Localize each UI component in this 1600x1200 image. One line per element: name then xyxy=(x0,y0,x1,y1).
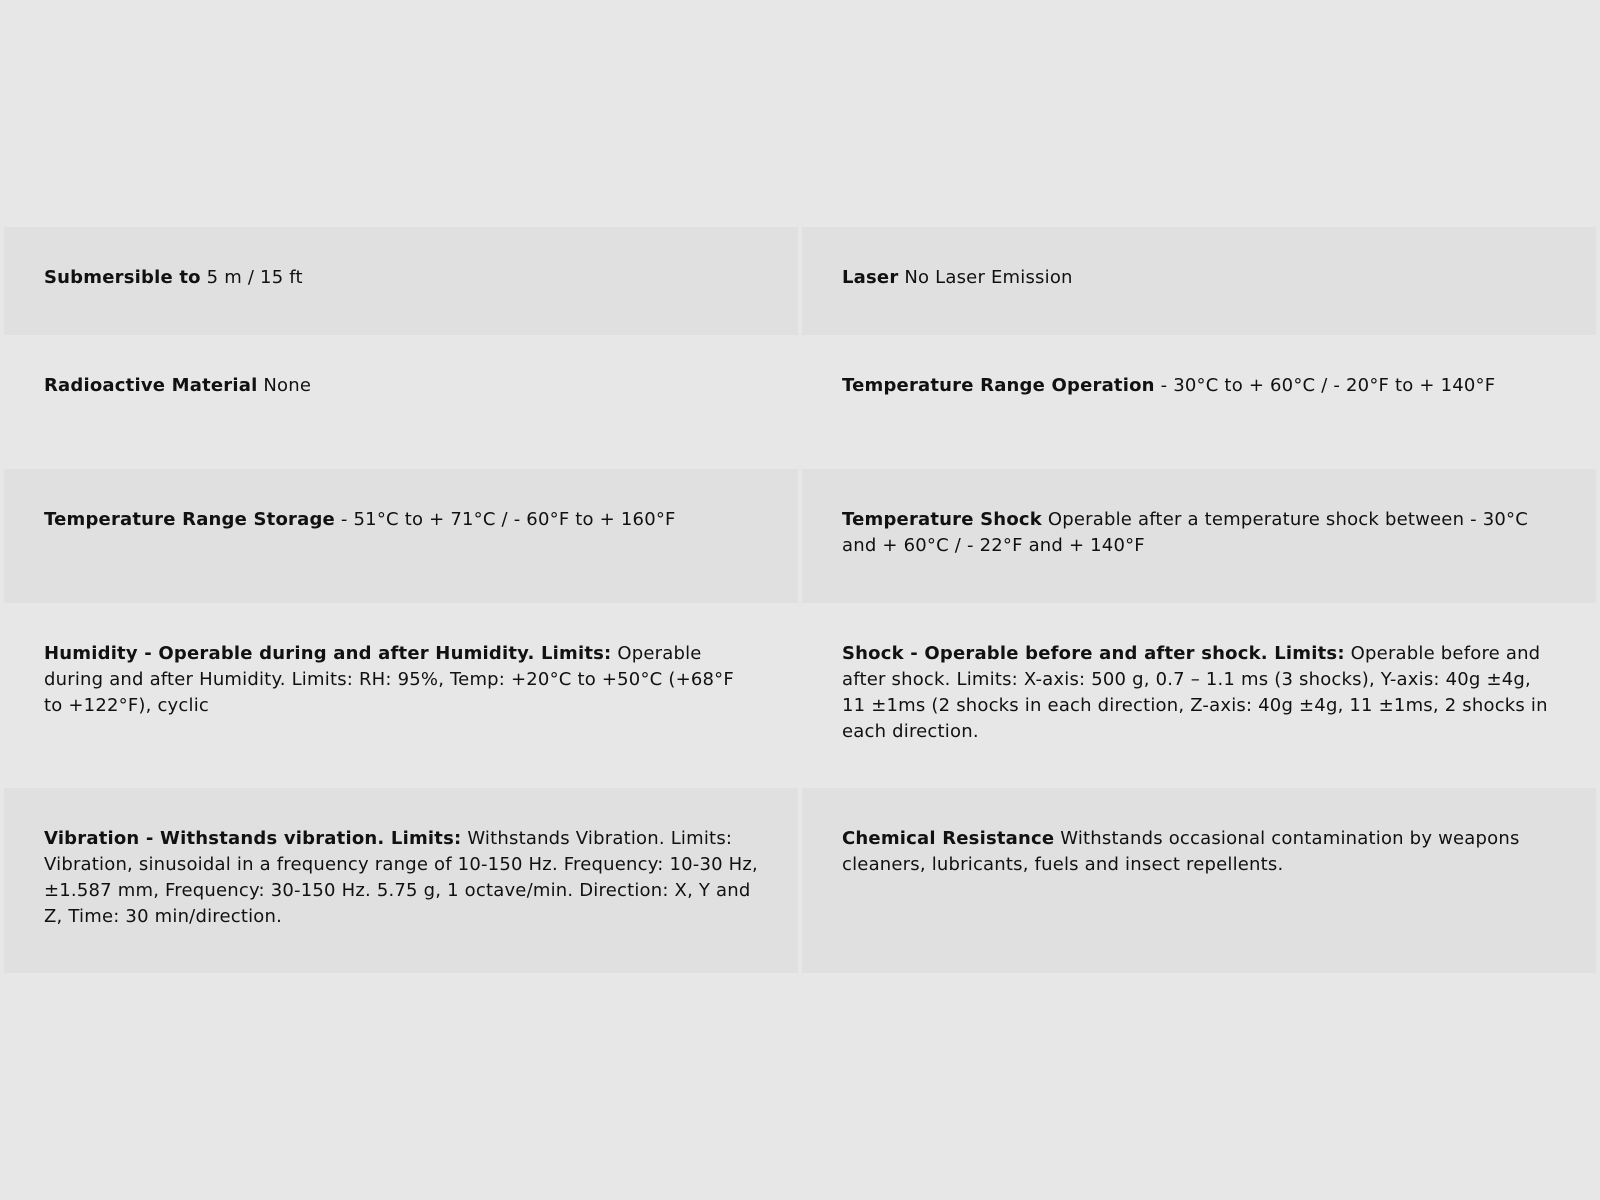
spec-humidity xyxy=(4,603,798,788)
spec-shock xyxy=(802,603,1596,788)
spec-chemical-resistance xyxy=(802,788,1596,973)
spec-label: Temperature Range Storage xyxy=(44,509,335,530)
spec-table xyxy=(4,227,1596,973)
spec-radioactive-material xyxy=(4,335,798,469)
spec-laser xyxy=(802,227,1596,335)
spec-value: - 51°C to + 71°C / - 60°F to + 160°F xyxy=(340,509,676,530)
spec-temperature-range-storage xyxy=(4,469,798,603)
spec-label: Chemical Resistance xyxy=(842,828,1055,849)
spec-value: - 30°C to + 60°C / - 20°F to + 140°F xyxy=(1160,375,1496,396)
spec-vibration xyxy=(4,788,798,973)
spec-label: Temperature Range Operation xyxy=(842,375,1155,396)
spec-value: None xyxy=(263,375,312,396)
spec-value: Operable after a temperature shock between - 30°C and + 60°C / - 22°F and + 140°F xyxy=(842,509,1528,556)
spec-label: Radioactive Material xyxy=(44,375,258,396)
spec-submersible xyxy=(4,227,798,335)
spec-label: Humidity - Operable during and after Humidity. Limits: xyxy=(44,643,612,664)
spec-value: Withstands occasional contamination by weapons cleaners, lubricants, fuels and insect repellents. xyxy=(842,828,1520,875)
spec-value: Operable during and after Humidity. Limits: RH: 95%, Temp: +20°C to +50°C (+68°F to +122°F), cyclic xyxy=(44,643,734,716)
spec-label: Temperature Shock xyxy=(842,509,1042,530)
spec-value: 5 m / 15 ft xyxy=(206,267,303,288)
spec-value: No Laser Emission xyxy=(904,267,1073,288)
spec-label: Vibration - Withstands vibration. Limits: xyxy=(44,828,462,849)
spec-label: Submersible to xyxy=(44,267,201,288)
spec-value: Withstands Vibration. Limits: Vibration, sinusoidal in a frequency range of 10-150 Hz. Frequency: 10-30 Hz, ±1.587 mm, Frequency: 30-150 Hz. 5.75 g, 1 octave/min. Direction: X, Y and Z, Time: 30 min/direction. xyxy=(44,828,758,927)
spec-label: Laser xyxy=(842,267,899,288)
spec-value: Operable before and after shock. Limits: X-axis: 500 g, 0.7 – 1.1 ms (3 shocks), Y-axis: 40g ±4g, 11 ±1ms (2 shocks in each direction, Z-axis: 40g ±4g, 11 ±1ms, 2 shocks in each direction. xyxy=(842,643,1548,742)
spec-label: Shock - Operable before and after shock. Limits: xyxy=(842,643,1345,664)
spec-temperature-range-operation xyxy=(802,335,1596,469)
spec-temperature-shock xyxy=(802,469,1596,603)
